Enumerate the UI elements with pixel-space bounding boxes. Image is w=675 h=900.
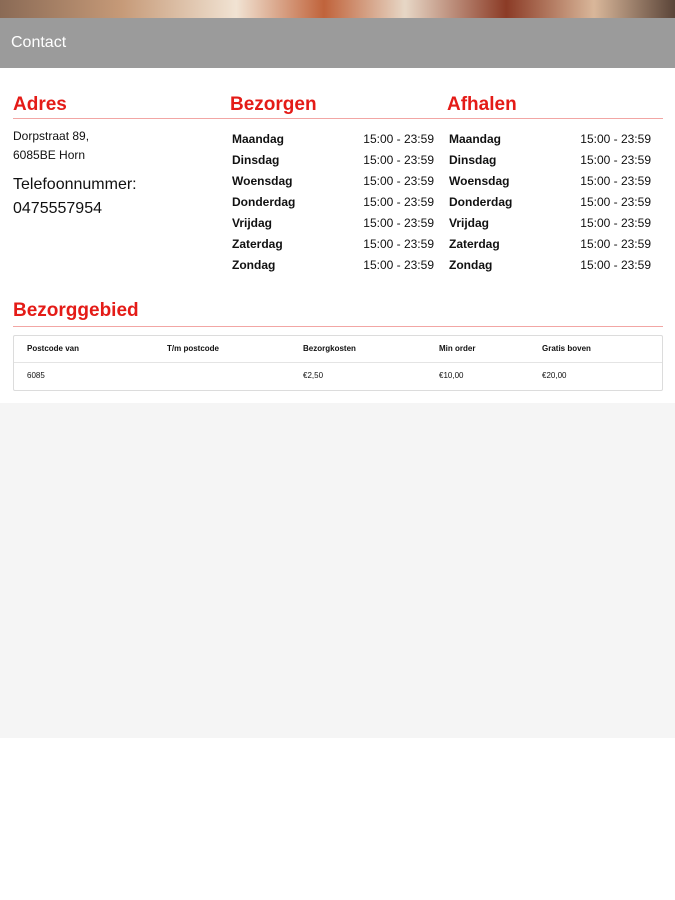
hours-row bbox=[449, 234, 651, 255]
hours-time: 15:00 - 23:59 bbox=[363, 195, 434, 209]
hours-row bbox=[232, 129, 434, 150]
hours-row bbox=[232, 150, 434, 171]
delivery-area-table bbox=[13, 335, 663, 391]
page-title: Contact bbox=[11, 34, 67, 51]
hours-time: 15:00 - 23:59 bbox=[580, 216, 651, 230]
address-city: 6085BE Horn bbox=[13, 148, 86, 162]
hours-day: Woensdag bbox=[449, 174, 510, 188]
hours-row bbox=[232, 192, 434, 213]
hours-day: Vrijdag bbox=[232, 216, 273, 230]
table-column-header: Min order bbox=[439, 344, 476, 353]
hours-row bbox=[449, 129, 651, 150]
hours-time: 15:00 - 23:59 bbox=[363, 258, 434, 272]
hours-day: Zondag bbox=[232, 258, 276, 272]
address-street: Dorpstraat 89, bbox=[13, 129, 90, 143]
afhalen-hours-list bbox=[449, 129, 651, 276]
table-header-row bbox=[14, 336, 662, 363]
bezorgen-hours-list bbox=[232, 129, 434, 276]
top-bar bbox=[0, 18, 675, 68]
hours-day: Zondag bbox=[449, 258, 493, 272]
hours-day: Donderdag bbox=[232, 195, 296, 209]
hours-time: 15:00 - 23:59 bbox=[363, 216, 434, 230]
bezorggebied-divider bbox=[13, 326, 663, 327]
hours-row bbox=[232, 213, 434, 234]
hours-row bbox=[232, 171, 434, 192]
hours-day: Zaterdag bbox=[232, 237, 283, 251]
hours-time: 15:00 - 23:59 bbox=[580, 132, 651, 146]
header-divider bbox=[13, 118, 663, 119]
table-row bbox=[14, 363, 662, 389]
hours-row bbox=[449, 192, 651, 213]
adres-section bbox=[13, 94, 67, 116]
address-block bbox=[13, 127, 89, 165]
hours-row bbox=[449, 213, 651, 234]
phone-block bbox=[13, 173, 137, 221]
hours-time: 15:00 - 23:59 bbox=[580, 258, 651, 272]
afhalen-section bbox=[447, 94, 517, 116]
adres-heading: Adres bbox=[13, 94, 67, 115]
hours-day: Dinsdag bbox=[232, 153, 280, 167]
table-cell: 6085 bbox=[27, 371, 45, 380]
hours-day: Zaterdag bbox=[449, 237, 500, 251]
hours-row bbox=[232, 255, 434, 276]
hours-day: Woensdag bbox=[232, 174, 293, 188]
hours-time: 15:00 - 23:59 bbox=[580, 174, 651, 188]
hours-day: Dinsdag bbox=[449, 153, 497, 167]
hours-time: 15:00 - 23:59 bbox=[580, 237, 651, 251]
table-column-header: Gratis boven bbox=[542, 344, 591, 353]
hours-time: 15:00 - 23:59 bbox=[580, 153, 651, 167]
phone-number[interactable]: 0475557954 bbox=[13, 200, 102, 217]
table-column-header: T/m postcode bbox=[167, 344, 220, 353]
header-banner-image bbox=[0, 0, 675, 18]
afhalen-heading: Afhalen bbox=[447, 94, 517, 115]
hours-day: Donderdag bbox=[449, 195, 513, 209]
hours-time: 15:00 - 23:59 bbox=[363, 174, 434, 188]
hours-time: 15:00 - 23:59 bbox=[580, 195, 651, 209]
bezorgen-section bbox=[230, 94, 317, 116]
hours-time: 15:00 - 23:59 bbox=[363, 153, 434, 167]
bezorgen-heading: Bezorgen bbox=[230, 94, 317, 115]
hours-row bbox=[449, 255, 651, 276]
hours-day: Vrijdag bbox=[449, 216, 490, 230]
hours-row bbox=[449, 150, 651, 171]
hours-row bbox=[449, 171, 651, 192]
table-cell: €20,00 bbox=[542, 371, 567, 380]
hours-row bbox=[232, 234, 434, 255]
hours-day: Maandag bbox=[449, 132, 502, 146]
hours-day: Maandag bbox=[232, 132, 285, 146]
table-column-header: Bezorgkosten bbox=[303, 344, 356, 353]
table-cell: €2,50 bbox=[303, 371, 324, 380]
table-column-header: Postcode van bbox=[27, 344, 80, 353]
hours-time: 15:00 - 23:59 bbox=[363, 237, 434, 251]
table-cell: €10,00 bbox=[439, 371, 464, 380]
page-background bbox=[0, 403, 675, 738]
bezorggebied-section bbox=[13, 300, 139, 322]
hours-time: 15:00 - 23:59 bbox=[363, 132, 434, 146]
phone-label: Telefoonnummer: bbox=[13, 176, 137, 193]
bezorggebied-heading: Bezorggebied bbox=[13, 300, 139, 321]
